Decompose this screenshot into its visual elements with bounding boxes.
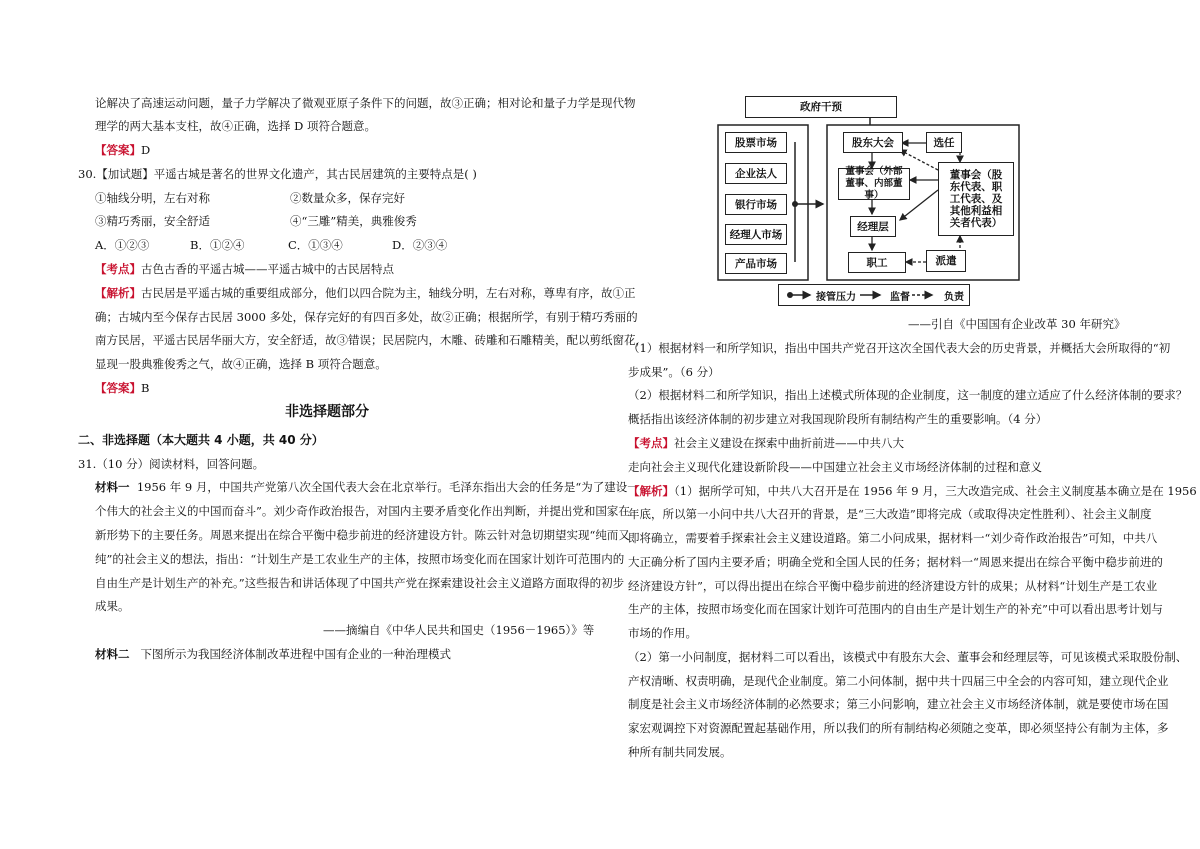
text-line: 确；古城内至今保存古民居 3000 多处，保存完好的有四百多处，故②正确；根据所学，有别于精巧秀丽的 — [95, 310, 638, 324]
product-market-box: 产品市场 — [725, 253, 787, 274]
text-line: 理学的两大基本支柱，故④正确，选择 D 项符合题意。 — [95, 119, 377, 133]
answer-value: D — [141, 143, 151, 157]
board2-label-2: 东代表、职 — [949, 181, 1003, 193]
section-title: 非选择题部分 — [285, 404, 369, 420]
option-1: ①轴线分明，左右对称 — [95, 191, 210, 205]
material-1-text: 1956 年 9 月，中国共产党第八次全国代表大会在北京举行。毛泽东指出大会的任务是“为了建设一 — [136, 480, 639, 494]
text-line: 走向社会主义现代化建设新阶段——中国建立社会主义市场经济体制的过程和意义 — [628, 460, 1042, 474]
text-line: （2）第一小问制度，据材料二可以看出，该模式中有股东大会、董事会和经理层等，可见该模式采取股份制、 — [628, 650, 1188, 664]
question-31: 31.（10 分）阅读材料，回答问题。 — [78, 457, 265, 471]
text-line: 步成果”。（6 分） — [628, 365, 720, 379]
text-line: 家宏观调控下对资源配置起基础作用，所以我们的所有制结构必须随之变革，即必须坚持公有制为主体，多 — [628, 721, 1169, 735]
material-2-tag: 材料二 — [95, 647, 130, 661]
managers-box: 经理层 — [850, 216, 896, 237]
text-line: 南方民居，平遥古民居华丽大方，安全舒适，故③错误；民居院内，木雕、砖雕和石雕精美，配以剪纸窗花， — [95, 333, 647, 347]
legend-responsible: 负责 — [944, 291, 964, 303]
elect-box: 选任 — [926, 132, 962, 153]
choice-c: C．①③④ — [288, 238, 343, 252]
option-3: ③精巧秀丽，安全舒适 — [95, 214, 210, 228]
legend-pressure: 接管压力 — [816, 291, 856, 303]
gov-intervention-box: 政府干预 — [745, 96, 897, 118]
jiexi-text: （1）据所学可知，中共八大召开是在 1956 年 9 月，三大改造完成、社会主义制度基本确立是在 1956 — [674, 484, 1197, 498]
text-line: 种所有制共同发展。 — [628, 745, 732, 759]
shareholders-box: 股东大会 — [843, 132, 903, 153]
jiexi-tag: 【解析】 — [628, 484, 674, 498]
text-line: 纯”的社会主义的想法，指出：“计划生产是工农业生产的主体，按照市场变化而在国家计划许可范围内的 — [95, 552, 625, 566]
jiexi-tag: 【解析】 — [95, 286, 141, 300]
choice-d: D．②③④ — [392, 238, 448, 252]
kaodian-tag: 【考点】 — [95, 262, 141, 276]
text-line: 论解决了高速运动问题，量子力学解决了微观亚原子条件下的问题，故③正确；相对论和量子力学是现代物 — [95, 96, 636, 110]
answer-tag: 【答案】 — [95, 381, 141, 395]
legend-supervise: 监督 — [890, 291, 910, 303]
board2-label-3: 工代表、及 — [949, 193, 1003, 205]
choice-a: A．①②③ — [95, 238, 150, 252]
board-label-1: 董事会（外部 — [845, 166, 903, 177]
text-line: 制度是社会主义市场经济体制的必然要求；第三小问影响，建立社会主义市场经济体制，就是要使市场在国 — [628, 697, 1169, 711]
board2-label-4: 其他利益相 — [949, 205, 1003, 217]
text-line: 自由生产是计划生产的补充。”这些报告和讲话体现了中国共产党在探索建设社会主义道路方面取得的初步 — [95, 576, 625, 590]
kaodian-line — [628, 435, 904, 451]
option-4: ④“三雕”精美，典雅俊秀 — [290, 214, 417, 228]
text-line: 即将确立，需要着手探索社会主义建设道路。第二小问成果，据材料一“刘少奇作政治报告”可知，中共八 — [628, 531, 1158, 545]
kaodian-tag: 【考点】 — [628, 436, 674, 450]
board-stakeholder-box — [938, 162, 1014, 236]
material-1-source: ——摘编自《中华人民共和国史（1956－1965）》等 — [323, 623, 595, 637]
option-2: ②数量众多，保存完好 — [290, 191, 405, 205]
jiexi-text: 古民居是平遥古城的重要组成部分，他们以四合院为主，轴线分明，左右对称，尊卑有序，故①正 — [141, 286, 636, 300]
text-line: 市场的作用。 — [628, 626, 697, 640]
text-line: 概括指出该经济体制的初步建立对我国现阶段所有制结构产生的重要影响。（4 分） — [628, 412, 1048, 426]
material-2-text: 下图所示为我国经济体制改革进程中国有企业的一种治理模式 — [140, 647, 451, 661]
diagram-legend — [778, 284, 970, 306]
question-31-1: （1）根据材料一和所学知识，指出中国共产党召开这次全国代表大会的历史背景，并概括大会所取得的“初 — [628, 341, 1171, 355]
workers-box: 职工 — [848, 252, 906, 273]
material-1-tag: 材料一 — [95, 480, 130, 494]
text-line: 大正确分析了国内主要矛盾；明确全党和全国人民的任务；据材料一“周恩来提出在综合平衡中稳步前进的 — [628, 555, 1163, 569]
dispatch-box: 派遣 — [926, 250, 966, 272]
text-line: 个伟大的社会主义的中国而奋斗”。刘少奇作政治报告，对国内主要矛盾变化作出判断，并提出党和国家在 — [95, 504, 630, 518]
part-heading: 二、非选择题（本大题共 4 小题，共 40 分） — [78, 433, 324, 447]
board-label-2: 董事、内部董事） — [845, 178, 903, 201]
manager-market-box: 经理人市场 — [725, 224, 787, 245]
question-30: 30.【加试题】平遥古城是著名的世界文化遗产，其古民居建筑的主要特点是( ) — [78, 167, 477, 181]
corp-legal-box: 企业法人 — [725, 163, 787, 184]
kaodian-text: 古色古香的平遥古城——平遥古城中的古民居特点 — [141, 262, 394, 276]
text-line: 年底，所以第一小问中共八大召开的背景，是“三大改造”即将完成（或取得决定性胜利）、社会主义制度 — [628, 507, 1152, 521]
text-line: 成果。 — [95, 599, 130, 613]
diagram-citation: ——引自《中国国有企业改革 30 年研究》 — [908, 317, 1126, 331]
kaodian-text: 社会主义建设在探索中曲折前进——中共八大 — [674, 436, 904, 450]
jiexi-line — [628, 483, 1197, 499]
text-line: 新形势下的主要任务。周恩来提出在综合平衡中稳步前进的经济建设方针。陈云针对急切期望实现“纯而又 — [95, 528, 630, 542]
board-box — [838, 168, 910, 200]
text-line: 显现一股典雅俊秀之气，故④正确，选择 B 项符合题意。 — [95, 357, 387, 371]
choice-b: B．①②④ — [190, 238, 245, 252]
text-line: 生产的主体，按照市场变化而在国家计划许可范围内的自由生产是计划生产的补充”中可以看出思考计划与 — [628, 602, 1163, 616]
question-31-2: （2）根据材料二和所学知识，指出上述模式所体现的企业制度，这一制度的建立适应了什么经济体制的要求？ — [628, 388, 1188, 402]
answer-tag: 【答案】 — [95, 143, 141, 157]
stock-market-box: 股票市场 — [725, 132, 787, 153]
board2-label-1: 董事会（股 — [949, 169, 1003, 181]
answer-value: B — [141, 381, 150, 395]
board2-label-5: 关者代表） — [949, 217, 1003, 229]
text-line: 产权清晰、权责明确，是现代企业制度。第二小问体制，据中共十四届三中全会的内容可知，建立现代企业 — [628, 674, 1169, 688]
text-line: 经济建设方针”，可以得出提出在综合平衡中稳步前进的经济建设方针的成果；从材料“计划生产是工农业 — [628, 579, 1158, 593]
bank-market-box: 银行市场 — [725, 194, 787, 215]
